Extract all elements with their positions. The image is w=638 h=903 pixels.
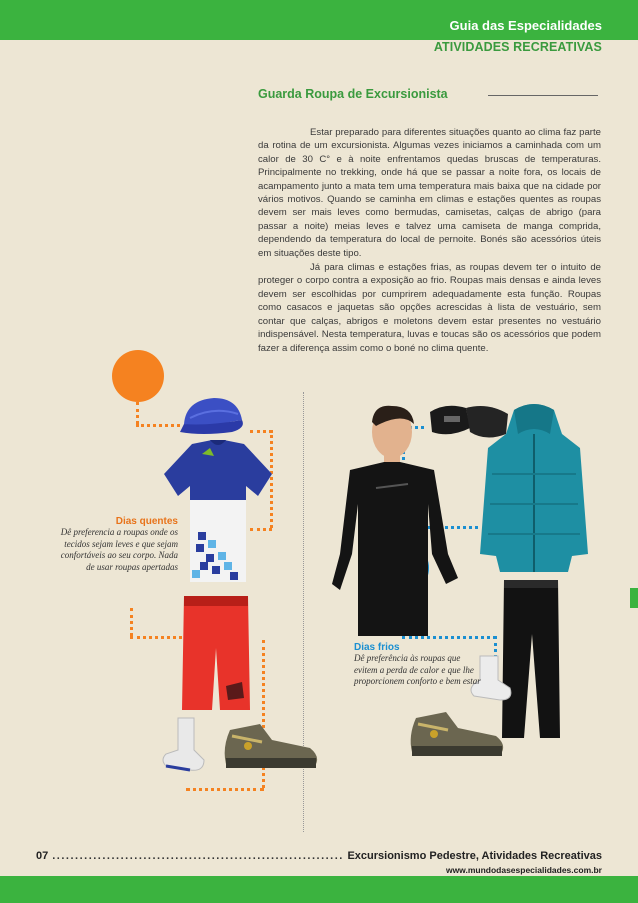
hot-caption <box>58 516 178 573</box>
footer-title: Excursionismo Pedestre, Atividades Recreativas <box>347 850 602 862</box>
connector-line <box>130 636 182 639</box>
jacket-image <box>478 404 590 576</box>
footer <box>36 850 602 862</box>
cap-image <box>176 394 256 440</box>
article-body <box>258 126 601 356</box>
footer-leader-dots <box>52 850 343 862</box>
header-subtitle: ATIVIDADES RECREATIVAS <box>433 40 602 54</box>
paragraph-cold: Já para climas e estações frias, as roupas devem ter o intuito de proteger o corpo contra a exposição ao frio. Roupas mais densas e ainda leves devem ser escolhidas por cumprirem adequadamente esta função. Roupas como casacos e jaquetas são opções acrescidas à lista de vestuário, sem contar que calças, abrigos e moletons devem estar presentes no vestuário indispensável. Nesta temperatura, luvas e toucas são os acessórios que podem fazer a diferença assim como o boné no clima quente. <box>258 262 601 354</box>
footer-url: www.mundodasespecialidades.com.br <box>445 865 602 875</box>
cold-caption-title: Dias frios <box>354 642 400 653</box>
tshirt-image <box>162 440 274 586</box>
cold-caption-text: Dê preferência às roupas que evitem a perda de calor e que lhe proporcionem conforto e bem estar <box>354 653 481 686</box>
footer-bar <box>0 876 638 903</box>
side-tab <box>630 588 638 608</box>
section-title: Guarda Roupa de Excursionista <box>258 87 448 101</box>
page-number: 07 <box>36 850 49 862</box>
paragraph-hot: Estar preparado para diferentes situações quanto ao clima faz parte da rotina de um excursionista. Algumas vezes iniciamos a caminhada com um calor de 30 C° e à noite enfrentamos quedas bruscas de temperaturas. Principalmente no trekking, onde há que se passar a noite fora, os locais de acampamento junto a mata tem uma temperatura mais baixa que na cidade por vários motivos. Quando se caminha em climas e estações quentes as roupas devem ser mais leves como bermudas, camisetas, calças de abrigo (para passar a noite) meias leves e talvez uma camiseta de manga comprida, dependendo da temperatura do local de pernoite. Bonés são acessórios úteis em situações deste tipo. <box>258 127 601 259</box>
shorts-image <box>180 594 252 712</box>
hot-caption-text: Dê preferencia a roupas onde os tecidos sejam leves e que sejam confortáveis ao seu corpo. Nada de usar roupas apertadas <box>60 527 178 572</box>
connector-line <box>186 788 264 791</box>
sock-image <box>160 716 206 774</box>
hiking-shoe-image <box>408 710 506 760</box>
hiking-shoe-image <box>222 722 320 770</box>
section-rule <box>488 95 598 96</box>
header-title: Guia das Especialidades <box>449 18 602 33</box>
connector-line <box>136 424 180 427</box>
connector-line <box>130 608 133 636</box>
hot-caption-title: Dias quentes <box>115 516 178 527</box>
cold-caption <box>354 642 484 688</box>
hot-marker <box>112 350 164 402</box>
connector-line <box>136 402 139 424</box>
